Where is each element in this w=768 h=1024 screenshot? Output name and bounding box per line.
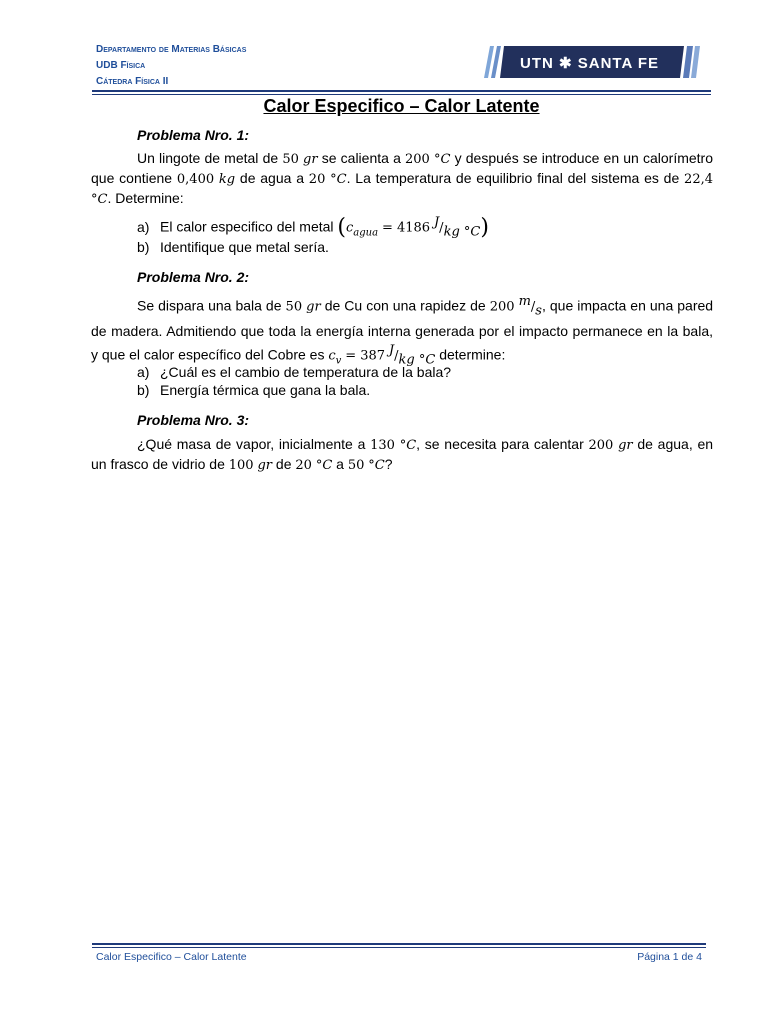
footer-title: Calor Especifico – Calor Latente	[96, 951, 247, 963]
footer-rule	[92, 943, 706, 945]
header-line-3: Cátedra Física II	[96, 76, 169, 87]
problem-2-item-a: a) ¿Cuál es el cambio de temperatura de la bala?	[137, 364, 452, 380]
header-line-1: Departamento de Materias Básicas	[96, 44, 247, 55]
header-line-2: UDB Física	[96, 60, 146, 71]
problem-1-statement: Un lingote de metal de 50 gr se calienta a 200 °C y después se introduce en un calorímetro que contiene 0,400 kg de agua a 20 °C. La temperatura de equilibrio final del sistema es de 22,4 °C. Determine:	[91, 150, 714, 207]
header-rule-thin	[92, 94, 711, 95]
problem-3-statement: ¿Qué masa de vapor, inicialmente a 130 °C, se necesita para calentar 200 gr de agua, en un frasco de vidrio de 100 gr de 20 °C a 50 °C?	[91, 436, 714, 473]
header-department	[96, 42, 246, 90]
page-title: Calor Especifico – Calor Latente	[263, 96, 540, 116]
problem-1-item-b: b) Identifique que metal sería.	[137, 239, 329, 255]
problem-2-statement: Se dispara una bala de 50 gr de Cu con una rapidez de 200 $^m/_s$, que impacta en una pared de madera. Admitiendo que toda la energía interna generada por el impacto permanece en la bala, y que el calor específico del Cobre es $c_v = 387$ $^J/_{kg ^\circ C}$ determine:	[91, 294, 714, 368]
problem-1-heading: Problema Nro. 1:	[137, 127, 250, 143]
logo-text: UTN ✱ SANTA FE	[520, 55, 660, 72]
problem-2-item-b: b) Energía térmica que gana la bala.	[137, 382, 371, 398]
header-rule	[92, 90, 711, 92]
footer-page-number: Página 1 de 4	[637, 951, 702, 963]
problem-1-item-a: a) El calor especifico del metal ($c_{agua} = 4186$ $^J/_{kg ^\circ C}$)	[137, 214, 489, 240]
footer-rule-thin	[92, 947, 706, 948]
problem-2-heading: Problema Nro. 2:	[137, 269, 250, 285]
utn-santa-fe-logo	[484, 46, 700, 78]
problem-3-heading: Problema Nro. 3:	[137, 412, 250, 428]
